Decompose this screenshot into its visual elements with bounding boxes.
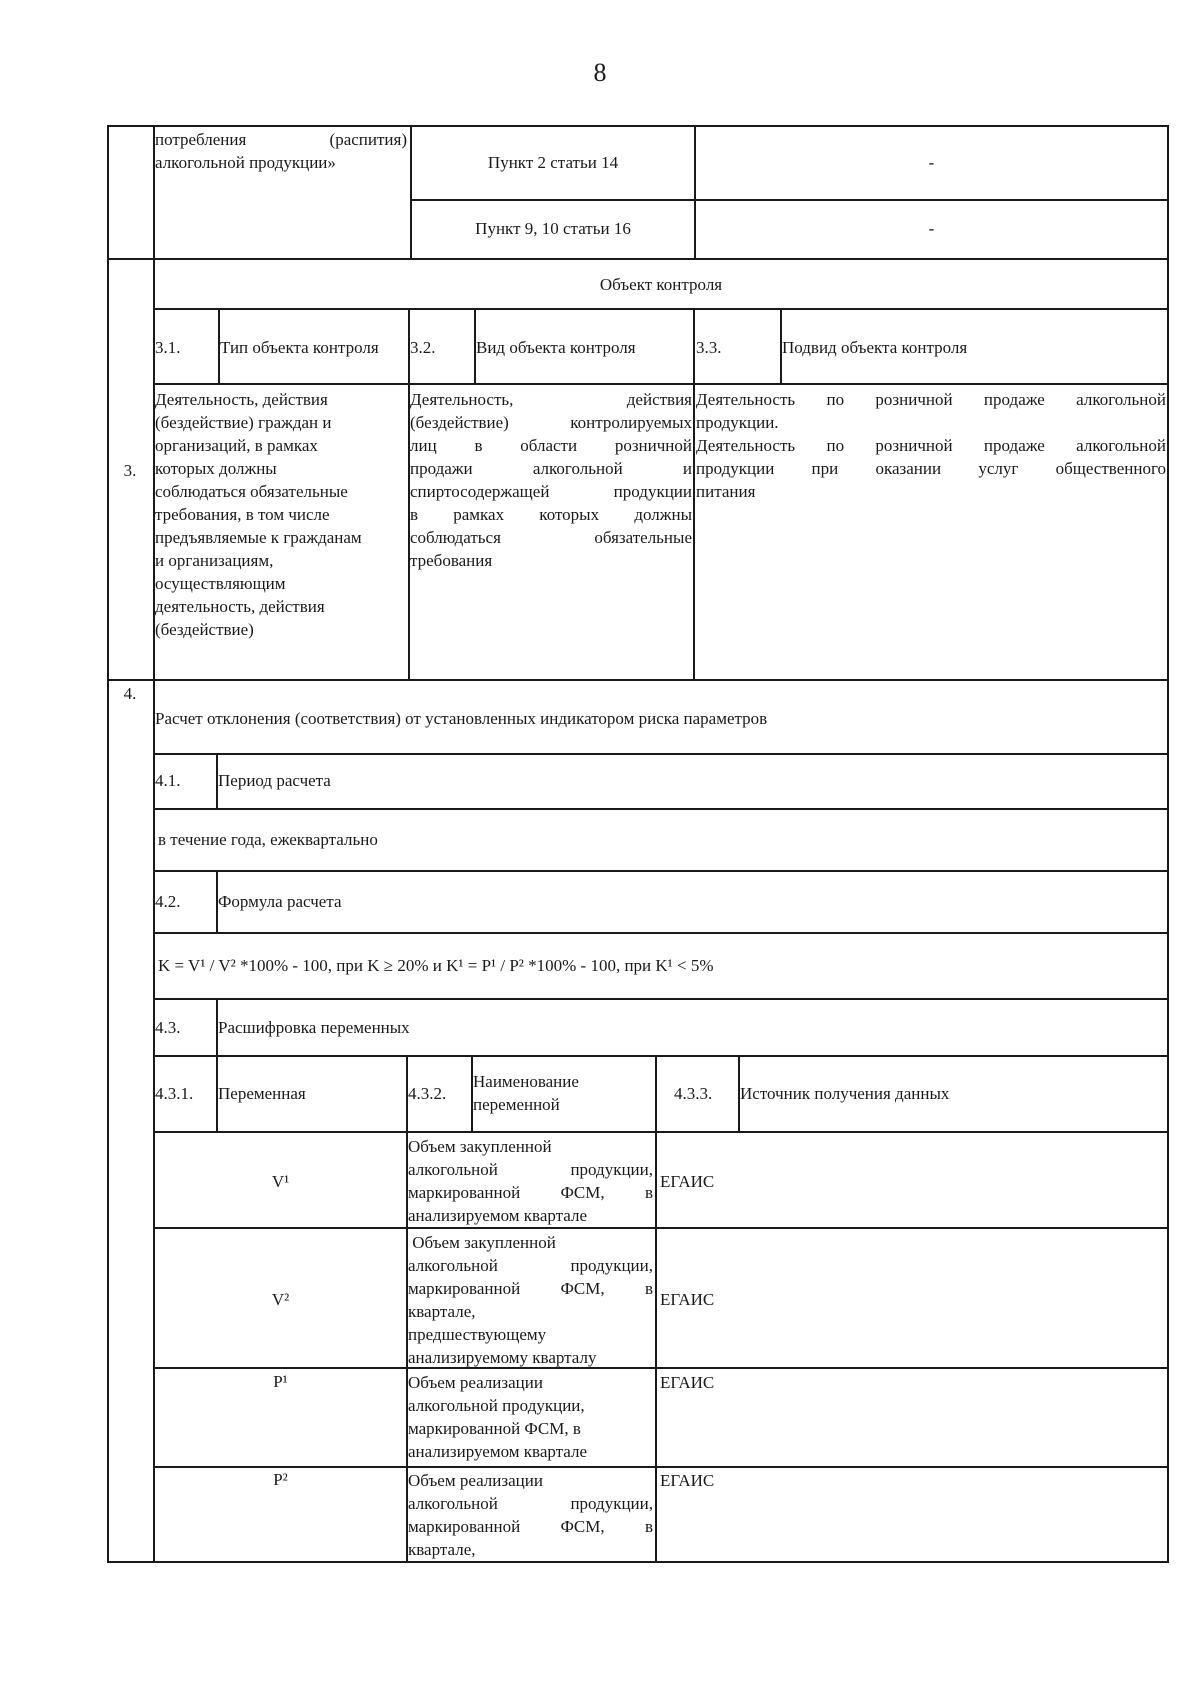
variable-name-line: Объем реализации (408, 1471, 543, 1490)
variable-name-line: анализируемом квартале (408, 1442, 588, 1461)
decoding-number: 4.3. (155, 1018, 181, 1037)
variable-source: ЕГАИС (660, 1290, 715, 1309)
row-separator (154, 1055, 1169, 1057)
document-table: потребления (распития) алкогольной продукции» Пункт 2 статьи 14 - Пункт 9, 10 статьи 16 - 3. Объект контроля 3.1. Тип объекта контроля 3.2. Вид объекта контроля 3.3. Подвид объекта контроля Деятельность, действия (бездействие) граждан и организаций, в рамках которых должны соблюдаться обязательные требования, в том числе предъявляемые к гражданам и организациям, осуществляющим деятельность, действия (бездействие) Деятельность, действия (бездействие) контролируемых лиц в области розничной продажи алкогольной и спиртосодержащей продукции в рамках которых должны соблюдаться обязательные требования Деятельность по розничной продаже алкогольной продукции. Деятельность по розничной продаже алкогольной продукции при оказании услуг общественного питания 4. Расчет отклонения (соответствия) от установленных индикатором риска параметров 4.1. Период расчета в течение года, ежеквартально 4.2. Формула расчета K = V¹ / V² *100% - 100, при K ≥ 20% и K¹ = P¹ / P² *100% - 100, при K¹ < 5% 4.3. Расшифровка переменных 4.3.1. Переменная 4.3.2. Наименование переменной 4.3.3. Источник получения данных V¹ Объем закупленной алкогольной продукции, маркированной ФСМ, в анализируемом квартале ЕГАИС V² Объем закупленной алкогольной продукции, маркированной ФСМ, в квартале, предшествующему анализируемому кварталу ЕГАИС P¹ Объем реализации алкогольной продукции, маркированной ФСМ, в анализируемом квартале ЕГАИС P² Объем реализации алкогольной продукции, маркированной ФСМ, в квартале, ЕГАИС (0, 0, 1200, 1697)
section-title: Расчет отклонения (соответствия) от установленных индикатором риска параметров (155, 709, 768, 728)
header-number: 3.1. (155, 338, 181, 357)
row-separator (154, 808, 1169, 810)
continuation-text-line: потребления (распития) (155, 130, 407, 149)
formula-label: Формула расчета (218, 892, 342, 911)
row-separator (154, 1367, 1169, 1369)
period-number: 4.1. (155, 771, 181, 790)
page-number: 8 (593, 58, 607, 87)
reference-value: - (928, 219, 935, 238)
variable-name-line: алкогольной продукции, (408, 1160, 653, 1179)
row-separator (410, 199, 1169, 201)
variable-symbol: V¹ (271, 1172, 290, 1191)
period-label: Период расчета (218, 771, 331, 790)
variable-name-line: маркированной ФСМ, в (408, 1183, 653, 1202)
variable-name-line: анализируемому кварталу (408, 1348, 597, 1367)
column-number: 4.3.1. (155, 1084, 194, 1103)
row-separator (154, 1227, 1169, 1229)
header-label: Подвид объекта контроля (782, 338, 968, 357)
legal-reference: Пункт 9, 10 статьи 16 (475, 219, 631, 238)
row-separator (154, 383, 1169, 385)
variable-symbol: P¹ (273, 1372, 288, 1391)
table-left-border (107, 125, 109, 1563)
variable-symbol: V² (271, 1290, 290, 1309)
row-separator (154, 1131, 1169, 1133)
variable-source: ЕГАИС (660, 1373, 715, 1392)
row-separator (154, 870, 1169, 872)
header-number: 3.3. (696, 338, 722, 357)
table-top-border (107, 125, 1169, 127)
legal-reference: Пункт 2 статьи 14 (487, 153, 619, 172)
header-number: 3.2. (410, 338, 436, 357)
variable-name-line: Объем закупленной (408, 1233, 556, 1252)
column-border (655, 1055, 657, 1563)
row-separator (154, 998, 1169, 1000)
table-right-border (1167, 125, 1169, 1563)
header-label: Тип объекта контроля (220, 338, 379, 357)
row-separator (154, 753, 1169, 755)
section-number: 4. (123, 684, 137, 703)
row-separator (107, 258, 1169, 260)
variable-source: ЕГАИС (660, 1471, 715, 1490)
section-number: 3. (123, 461, 137, 480)
continuation-text-line: алкогольной продукции» (155, 153, 336, 172)
row-separator (154, 932, 1169, 934)
row-separator (154, 308, 1169, 310)
variable-name-line: анализируемом квартале (408, 1206, 588, 1225)
column-label: Источник получения данных (740, 1084, 950, 1103)
variable-symbol: P² (273, 1470, 288, 1489)
period-value: в течение года, ежеквартально (158, 830, 378, 849)
column-label: Наименование переменной (473, 1072, 579, 1114)
table-bottom-border (107, 1561, 1169, 1563)
variable-name-line: Объем закупленной (408, 1137, 552, 1156)
variable-name-line: Объем реализации (408, 1373, 543, 1392)
variable-name-line: маркированной ФСМ, в (408, 1419, 581, 1438)
variable-name-line: алкогольной продукции, (408, 1494, 653, 1513)
variable-name-line: квартале, (408, 1540, 476, 1559)
column-number: 4.3.2. (408, 1084, 447, 1103)
formula-number: 4.2. (155, 892, 181, 911)
variable-source: ЕГАИС (660, 1172, 715, 1191)
variable-name-line: квартале, (408, 1302, 476, 1321)
column-number: 4.3.3. (674, 1084, 713, 1103)
variable-name-line: маркированной ФСМ, в (408, 1517, 653, 1536)
section-title: Объект контроля (599, 275, 723, 294)
column-label: Переменная (218, 1084, 306, 1103)
variable-name-line: алкогольной продукции, (408, 1256, 653, 1275)
variable-name-line: маркированной ФСМ, в (408, 1279, 653, 1298)
decoding-label: Расшифровка переменных (218, 1018, 410, 1037)
formula-value: K = V¹ / V² *100% - 100, при K ≥ 20% и K¹ = P¹ / P² *100% - 100, при K¹ < 5% (158, 956, 714, 975)
header-label: Вид объекта контроля (476, 338, 636, 357)
column-border (693, 308, 695, 679)
row-separator (107, 679, 1169, 681)
reference-value: - (928, 153, 935, 172)
variable-name-line: предшествующему (408, 1325, 547, 1344)
variable-name-line: алкогольной продукции, (408, 1396, 585, 1415)
